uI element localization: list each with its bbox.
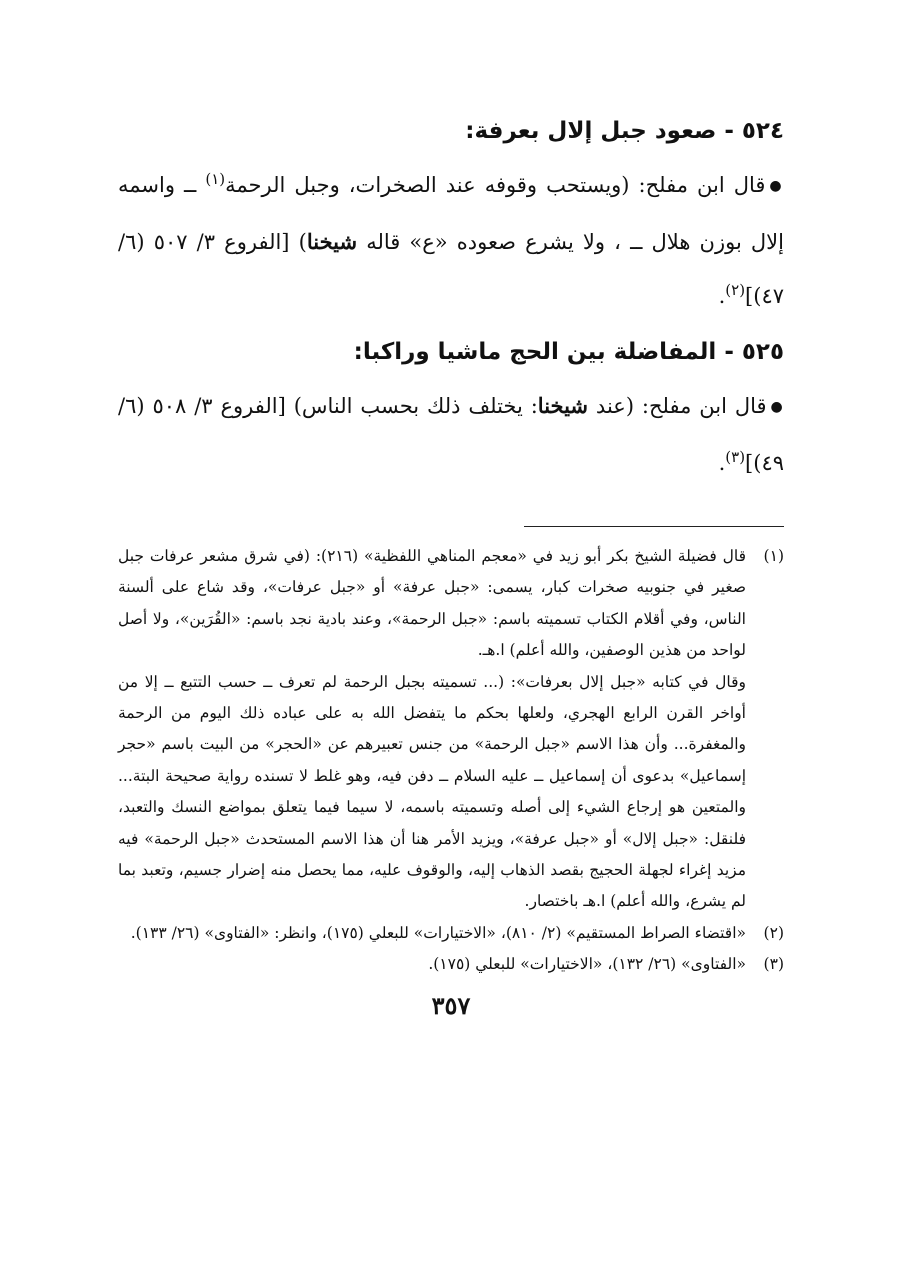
footnote-number: (٣) [763,955,784,974]
section-heading-524: ٥٢٤ - صعود جبل إلال بعرفة: [465,118,784,144]
paragraph-text: : يختلف ذلك بحسب الناس) [الفروع ٣/ ٥٠٨ (٦/ ٤٩)] [118,394,784,475]
footnote-3 [118,949,784,980]
paragraph-end: . [718,284,726,308]
paragraph-text: قال ابن مفلح: (ويستحب وقوفه عند الصخرات، وجبل الرحمة [225,173,766,197]
footnote-text: قال فضيلة الشيخ بكر أبو زيد في «معجم المناهي اللفظية» (٢١٦): (في شرق مشعر عرفات جبل صغير في جنوبيه صخرات كبار، يسمى: «جبل عرفة» أو «جبل عرفات»، وقد شاع على ألسنة الناس، وفي أقلام الكتاب تسميته باسم: «جبل الرحمة»، وعند بادية نجد باسم: «القُرَين»، ولا أصل لواحد من هذين الوصفين، والله أعلم) ا.هـ. [118,547,746,660]
section-paragraph-525 [118,379,784,492]
footnote-divider [524,526,784,527]
footnote-1 [118,541,784,918]
footnote-reference-2[interactable]: (٢) [725,281,746,299]
section-heading-525: ٥٢٥ - المفاضلة بين الحج ماشيا وراكبا: [353,339,784,365]
footnote-text: «الفتاوى» (٢٦/ ١٣٢)، «الاختيارات» للبعلي (١٧٥). [428,955,746,974]
footnote-2 [118,918,784,949]
paragraph-end: . [718,451,726,475]
footnote-number: (١) [763,547,784,565]
paragraph-text: ــ واسمه إلال بوزن هلال ــ ، ولا يشرع صعوده «ع» قاله [118,173,784,254]
book-page [118,104,784,1020]
emphasis-text: شيخنا [537,393,589,418]
footnotes [118,541,784,981]
footnote-text: وقال في كتابه «جبل إلال بعرفات»: (... تسميته بجبل الرحمة لم تعرف ــ حسب التتبع ــ إلا من أواخر القرن الرابع الهجري، ولعلها بحكم ما يتفضل الله به على عباده ذلك اليوم من الرحمة والمغفرة... وأن هذا الاسم «جبل الرحمة» من جنس تعبيرهم عن «الحجر» من البيت باسم «حجر إسماعيل» بدعوى أن إسماعيل ــ عليه السلام ــ دفن فيه، وهو غلط لا تسنده رواية صحيحة البتة... والمتعين هو إرجاع الشيء إلى أصله وتسميته باسمه، لا سيما فيما يتعلق بمواضع النسك والتعبد، فلنقل: «جبل إلال» أو «جبل عرفة»، ويزيد الأمر هنا أن هذا الاسم المستحدث «جبل الرحمة» فيه مزيد إغراء لجهلة الحجيج بقصد الذهاب إليه، والوقوف عليه، مما يحصل منه إضرار جسيم، وتعبد بما لم يشرع، والله أعلم) ا.هـ باختصار. [118,672,746,911]
footnote-number: (٢) [763,923,784,942]
paragraph-text: قال ابن مفلح: (عند [588,394,767,418]
paragraph-text: ) [الفروع ٣/ ٥٠٧ (٦/ ٤٧)] [118,230,784,308]
section-paragraph-524 [118,158,784,325]
footnote-reference-1[interactable]: (١) [205,170,226,188]
page-number: ٣٥٧ [431,990,471,1020]
bullet-icon: ● [770,399,784,415]
footnote-reference-3[interactable]: (٣) [725,448,746,466]
emphasis-text: شيخنا [306,229,358,254]
footnote-text: «اقتضاء الصراط المستقيم» (٢/ ٨١٠)، «الاختيارات» للبعلي (١٧٥)، وانظر: «الفتاوى» (٢٦/ ١٣٣). [130,923,746,942]
bullet-icon: ● [769,178,784,194]
